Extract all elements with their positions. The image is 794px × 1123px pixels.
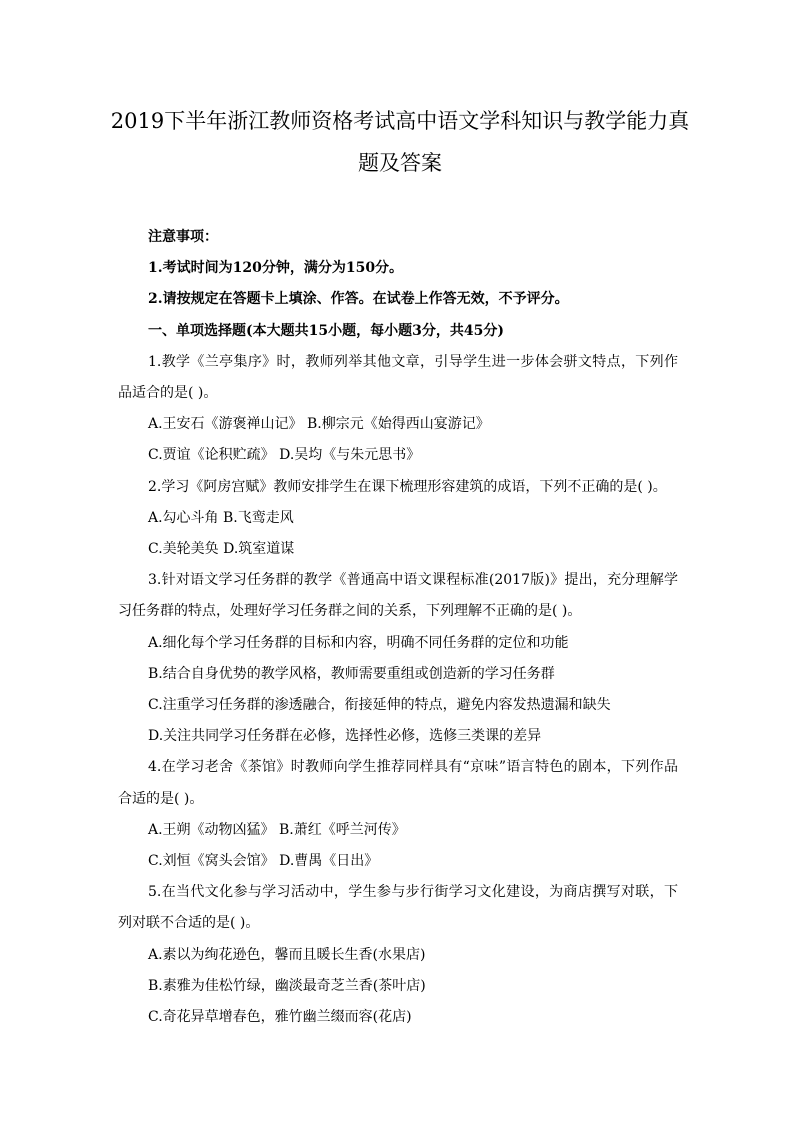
section-heading: 一、单项选择题(本大题共15小题，每小题3分，共45分)	[148, 322, 504, 339]
question-option: B.结合自身优势的教学风格，教师需要重组或创造新的学习任务群	[148, 665, 555, 682]
question-option: C.刘恒《窝头会馆》 D.曹禺《日出》	[148, 853, 379, 870]
question-option: D.关注共同学习任务群在必修，选择性必修，选修三类课的差异	[148, 728, 542, 745]
question-option: A.素以为绚花逊色，馨而且暖长生香(水果店)	[148, 946, 426, 963]
document-body	[118, 222, 678, 1033]
question-5: 5.在当代文化参与学习活动中，学生参与步行街学习文化建设，为商店撰写对联，下列对联不合适的是( )。	[118, 884, 678, 932]
question-option: A.王安石《游褒禅山记》 B.柳宗元《始得西山宴游记》	[148, 416, 490, 433]
notice-heading: 注意事项：	[148, 229, 218, 245]
question-option: B.素雅为佳松竹绿，幽淡最奇芝兰香(茶叶店)	[148, 977, 426, 994]
question-1: 1.教学《兰亭集序》时，教师列举其他文章，引导学生进一步体会骈文特点，下列作品适合的是( )。	[118, 353, 678, 402]
question-option: A.细化每个学习任务群的目标和内容，明确不同任务群的定位和功能	[148, 634, 569, 651]
question-4: 4.在学习老舍《茶馆》时教师向学生推荐同样具有“京味”语言特色的剧本，下列作品合适的是( )。	[118, 759, 678, 807]
question-option: C.注重学习任务群的渗透融合，衔接延伸的特点，避免内容发热遗漏和缺失	[148, 697, 611, 714]
notice-item: 1.考试时间为120分钟，满分为150分。	[148, 260, 404, 277]
question-option: C.美轮美奂 D.筑室道谋	[148, 541, 295, 558]
question-2: 2.学习《阿房宫赋》教师安排学生在课下梳理形容建筑的成语，下列不正确的是( )。	[148, 478, 667, 495]
question-option: A.王朔《动物凶猛》 B.萧红《呼兰河传》	[148, 821, 406, 838]
question-option: A.勾心斗角 B.飞鸾走风	[148, 509, 294, 526]
question-option: C.贾谊《论积贮疏》 D.吴均《与朱元思书》	[148, 447, 421, 464]
notice-item: 2.请按规定在答题卡上填涂、作答。在试卷上作答无效，不予评分。	[148, 291, 569, 308]
question-3: 3.针对语文学习任务群的教学《普通高中语文课程标准(2017版)》提出，充分理解学习任务群的特点，处理好学习任务群之间的关系，下列理解不正确的是( )。	[118, 572, 678, 620]
document-title: 2019下半年浙江教师资格考试高中语文学科知识与教学能力真题及答案	[110, 109, 690, 175]
question-option: C.奇花异草增春色，雅竹幽兰缀而容(花店)	[148, 1009, 412, 1026]
